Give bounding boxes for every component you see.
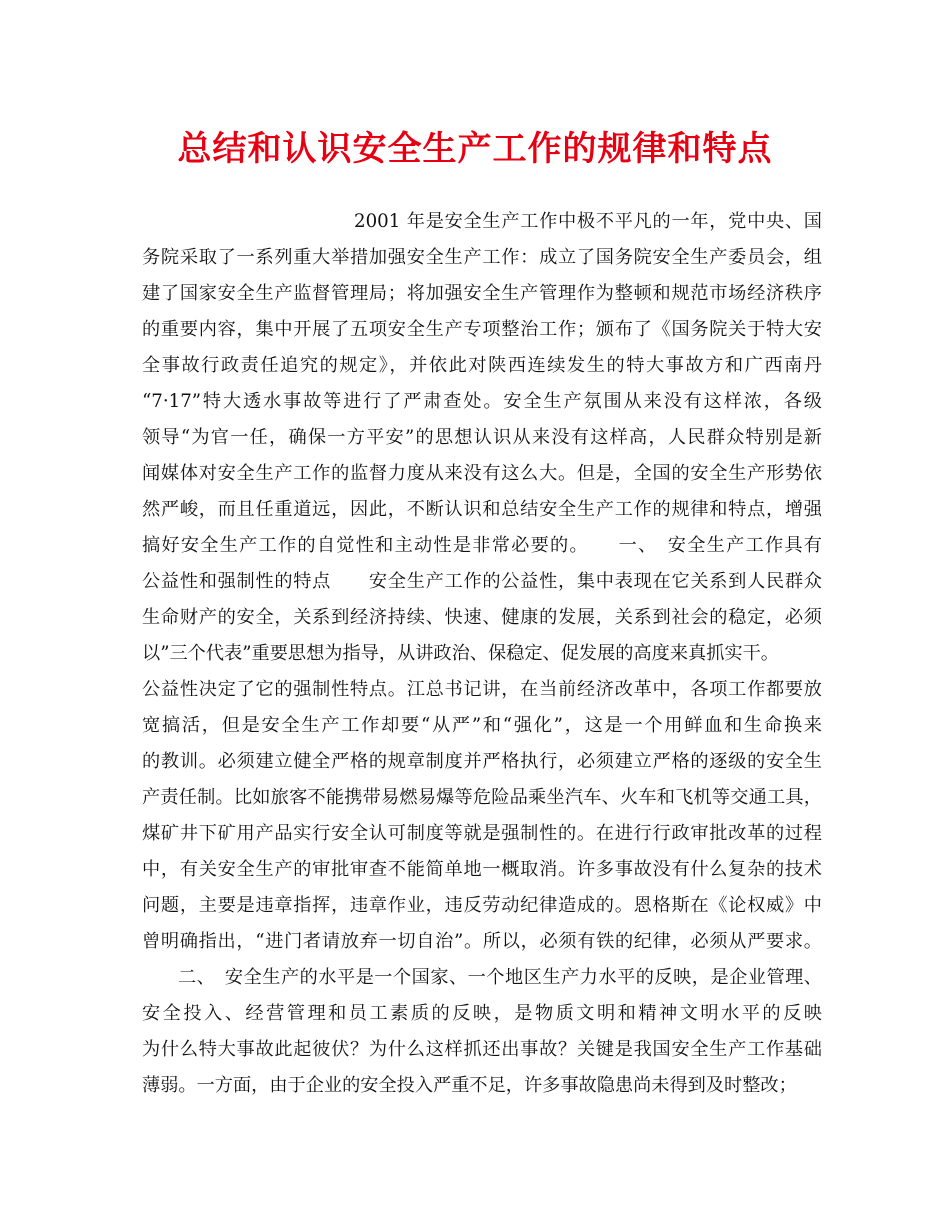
- body-line: 产责任制。比如旅客不能携带易燃易爆等危险品乘坐汽车、火车和飞机等交通工具，: [142, 787, 822, 808]
- body-line: 公益性和强制性的特点 安全生产工作的公益性，集中表现在它关系到人民群众: [142, 571, 822, 592]
- body-line: 闻媒体对安全生产工作的监督力度从来没有这么大。但是，全国的安全生产形势依: [142, 463, 822, 484]
- body-line: 全事故行政责任追究的规定》，并依此对陕西连续发生的特大事故方和广西南丹: [142, 355, 822, 376]
- body-line: 生命财产的安全，关系到经济持续、快速、健康的发展，关系到社会的稳定，必须: [142, 607, 822, 628]
- body-line: 的教训。必须建立健全严格的规章制度并严格执行，必须建立严格的逐级的安全生: [142, 751, 822, 772]
- body-line: 曾明确指出，“进门者请放弃一切自治”。所以，必须有铁的纪律，必须从严要求。: [142, 931, 822, 952]
- body-line: 以”三个代表”重要思想为指导，从讲政治、保稳定、促发展的高度来真抓实干。: [142, 643, 779, 664]
- body-line: 为什么特大事故此起彼伏？为什么这样抓还出事故？关键是我国安全生产工作基础: [142, 1039, 822, 1060]
- body-line: 搞好安全生产工作的自觉性和主动性是非常必要的。 一、 安全生产工作具有: [142, 535, 822, 556]
- body-line: 公益性决定了它的强制性特点。江总书记讲，在当前经济改革中，各项工作都要放: [142, 679, 822, 700]
- body-line: 的重要内容，集中开展了五项安全生产专项整治工作；颁布了《国务院关于特大安: [142, 319, 822, 340]
- body-line: 2001 年是安全生产工作中极不平凡的一年，党中央、国: [354, 211, 822, 232]
- body-line: 宽搞活，但是安全生产工作却要“从严”和“强化”，这是一个用鲜血和生命换来: [142, 715, 822, 736]
- body-line: 安全投入、经营管理和员工素质的反映，是物质文明和精神文明水平的反映: [142, 1003, 822, 1024]
- body-line: 建了国家安全生产监督管理局；将加强安全生产管理作为整顿和规范市场经济秩序: [142, 283, 822, 304]
- body-line: “7·17”特大透水事故等进行了严肃查处。安全生产氛围从来没有这样浓，各级: [142, 391, 822, 412]
- document-body: [142, 204, 822, 1104]
- document-title: 总结和认识安全生产工作的规律和特点: [177, 129, 773, 169]
- body-line: 煤矿井下矿用产品实行安全认可制度等就是强制性的。在进行行政审批改革的过程: [142, 823, 822, 844]
- body-line: 领导“为官一任，确保一方平安”的思想认识从来没有这样高，人民群众特别是新: [142, 427, 822, 448]
- body-line: 中，有关安全生产的审批审查不能简单地一概取消。许多事故没有什么复杂的技术: [142, 859, 822, 880]
- body-line: 二、 安全生产的水平是一个国家、一个地区生产力水平的反映，是企业管理、: [178, 967, 822, 988]
- body-line: 务院采取了一系列重大举措加强安全生产工作：成立了国务院安全生产委员会，组: [142, 247, 822, 268]
- body-line: 然严峻，而且任重道远，因此，不断认识和总结安全生产工作的规律和特点，增强: [142, 499, 822, 520]
- body-line: 问题，主要是违章指挥，违章作业，违反劳动纪律造成的。恩格斯在《论权威》中: [142, 895, 822, 916]
- body-line: 薄弱。一方面，由于企业的安全投入严重不足，许多事故隐患尚未得到及时整改；: [142, 1075, 797, 1096]
